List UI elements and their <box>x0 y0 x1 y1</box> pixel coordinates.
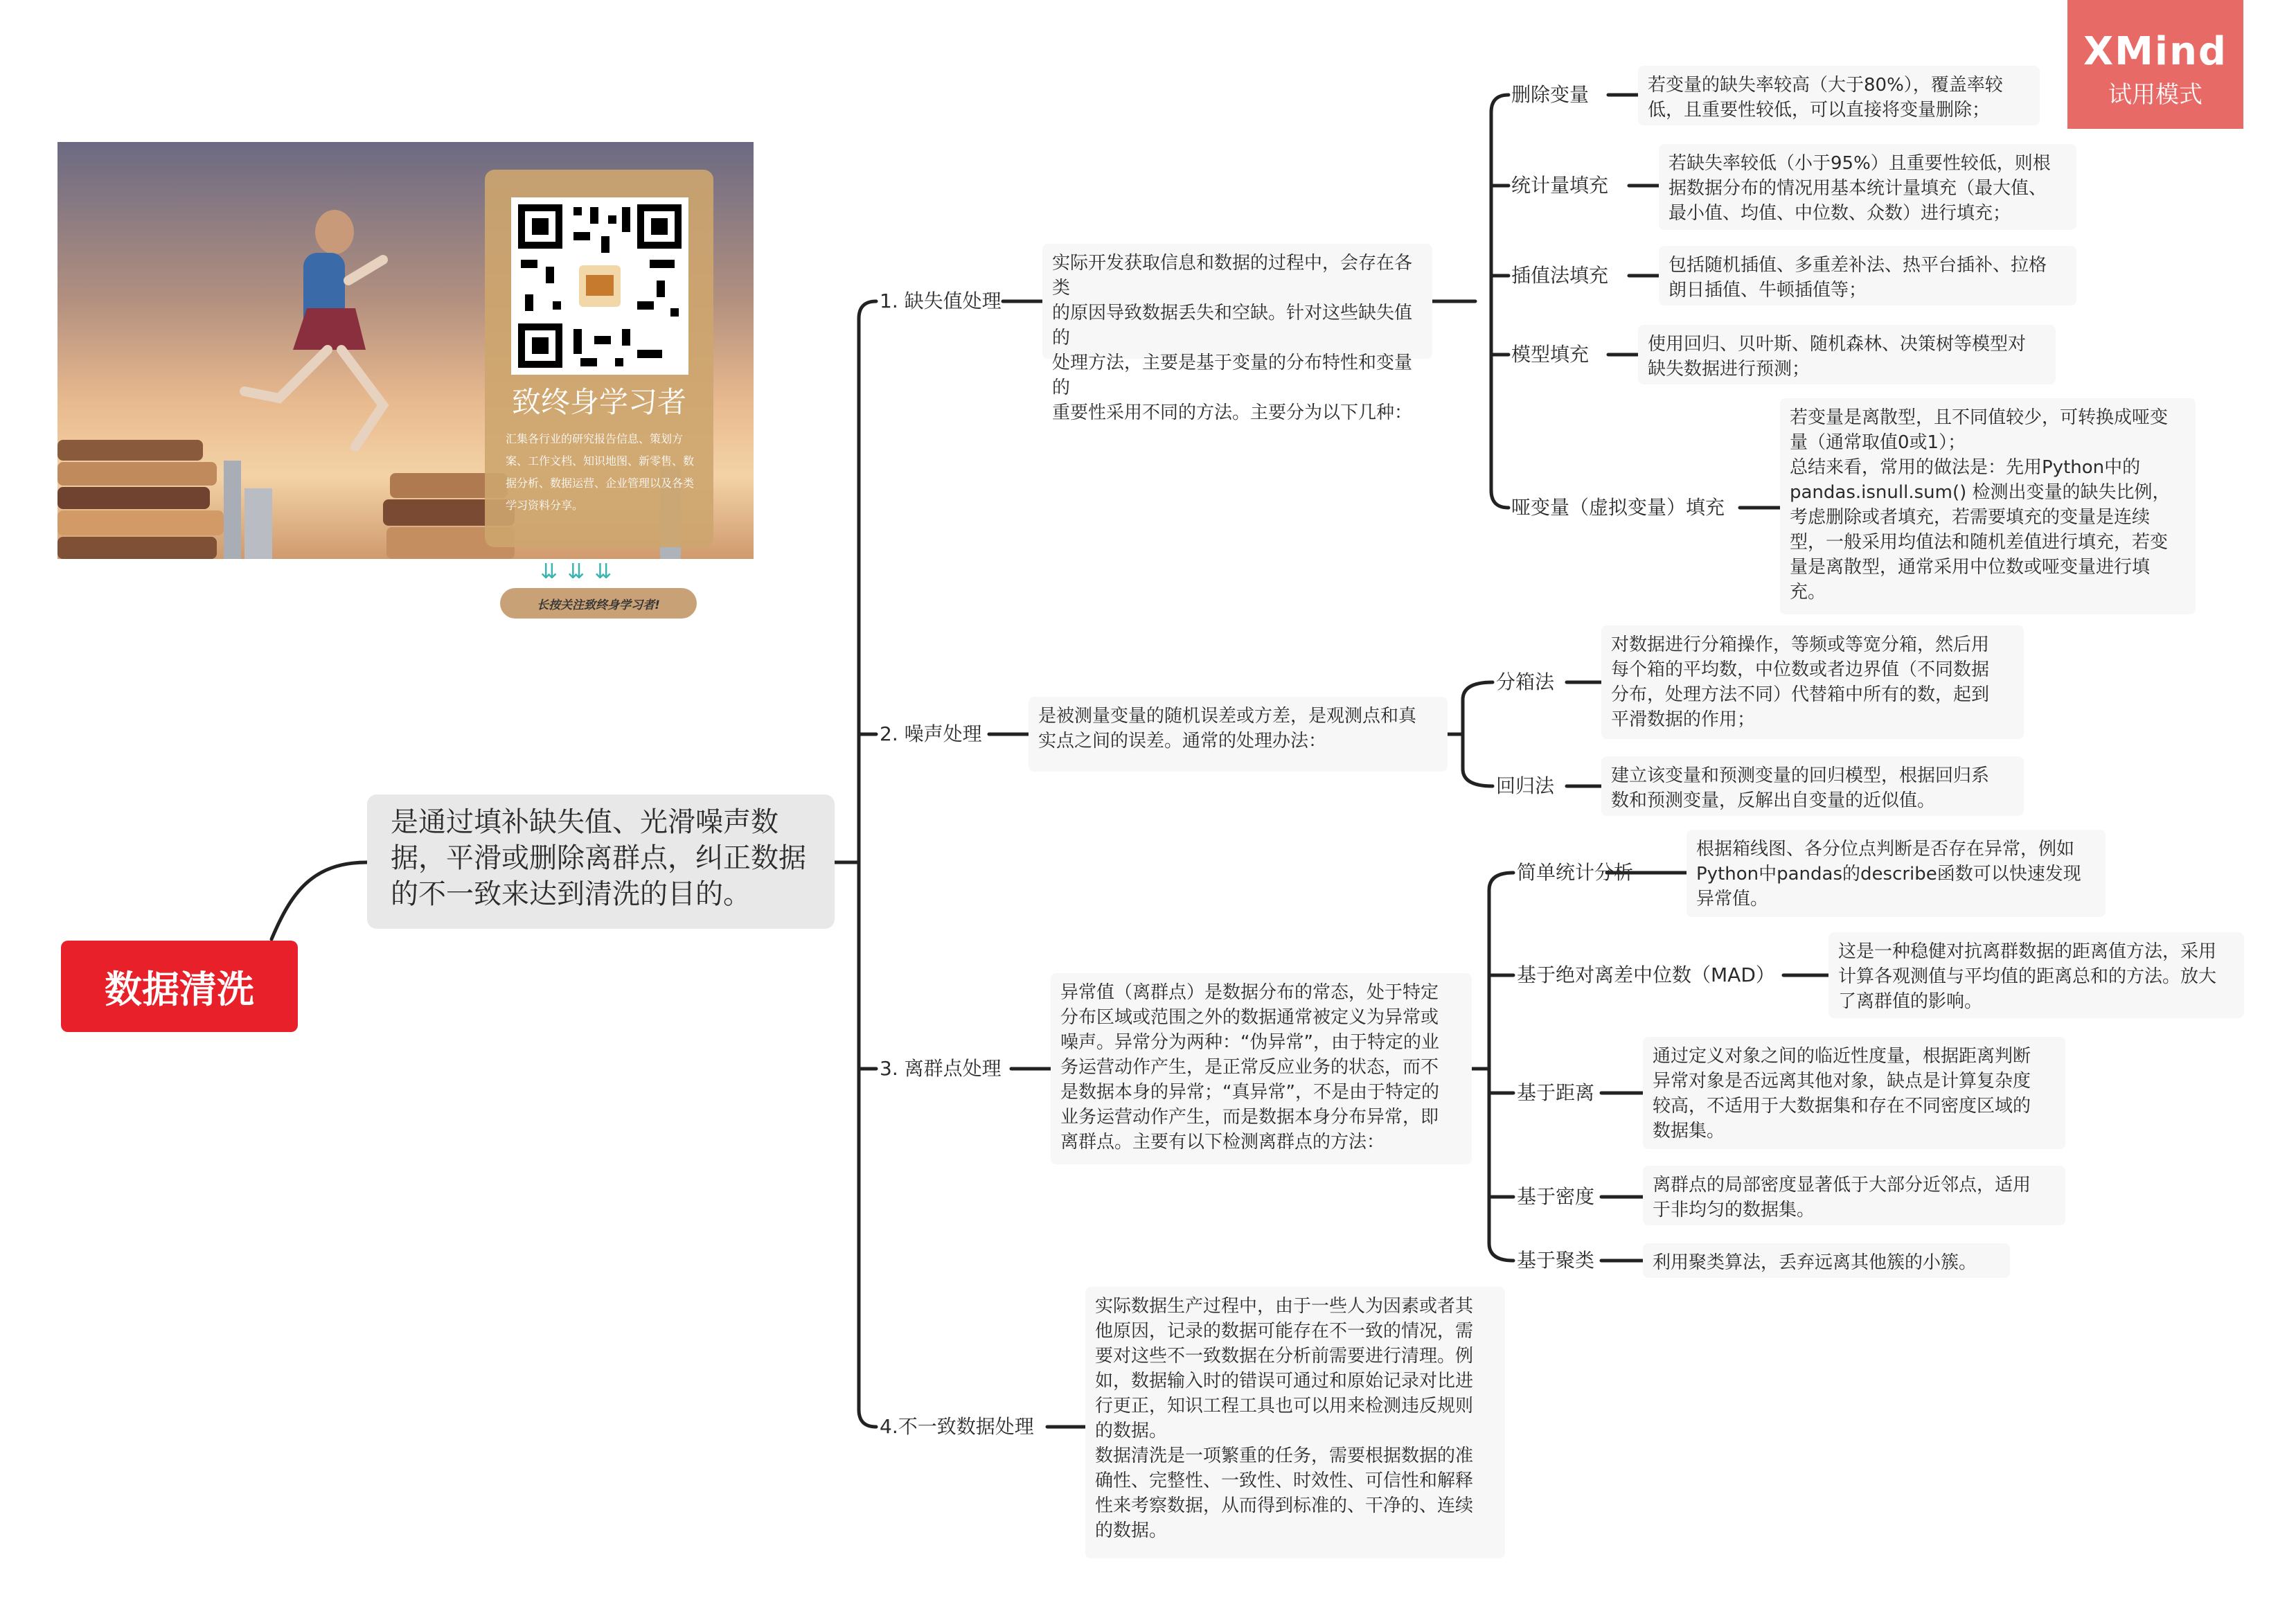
b3-child-5-label[interactable]: 基于聚类 <box>1517 1249 1595 1272</box>
b1-child-1-desc[interactable]: 若变量的缺失率较高（大于80%），覆盖率较 低，且重要性较低，可以直接将变量删除； <box>1638 66 2040 125</box>
b3-child-3-label[interactable]: 基于距离 <box>1517 1081 1595 1104</box>
b2-sub-trunk <box>1463 682 1493 786</box>
b1-sub-h <box>1491 186 1509 355</box>
b2-child-1-desc[interactable]: 对数据进行分箱操作，等频或等宽分箱，然后用 每个箱的平均数，中位数或者边界值（不同数据 分布，处理方法不同）代替箱中所有的数，起到 平滑数据的作用； <box>1601 625 2024 739</box>
b3-child-2-label[interactable]: 基于绝对离差中位数（MAD） <box>1517 963 1775 986</box>
b3-child-1-label[interactable]: 简单统计分析 <box>1517 861 1634 884</box>
branch-4-label[interactable]: 4.不一致数据处理 <box>880 1415 1034 1438</box>
qr-code[interactable] <box>511 197 688 375</box>
definition-node[interactable]: 是通过填补缺失值、光滑噪声数 据，平滑或删除离群点，纠正数据 的不一致来达到清洗的目的。 <box>367 794 835 929</box>
follow-button[interactable]: 长按关注致终身学习者! <box>500 588 697 619</box>
scroll-down-arrows-icon: ⇊⇊⇊ <box>540 560 622 584</box>
b1-child-5-desc[interactable]: 若变量是离散型，且不同值较少，可转换成哑变 量（通常取值0或1）； 总结来看，常用的做法是：先用Python中的 pandas.isnull.sum() 检测出变量的缺失比例， 考虑删除或者填充，若需要填充的变量是连续 型，一般采用均值法和随机差值进行填充，若变 量是离散型，通常采用中位数或哑变量进行填 充。 <box>1780 398 2196 614</box>
branch-2-label[interactable]: 2. 噪声处理 <box>880 722 982 745</box>
b3-child-3-desc[interactable]: 通过定义对象之间的临近性度量，根据距离判断 异常对象是否远离其他对象，缺点是计算复杂度 较高，不适用于大数据集和存在不同密度区域的 数据集。 <box>1643 1037 2065 1149</box>
central-topic[interactable]: 数据清洗 <box>61 941 298 1032</box>
trunk-line <box>859 301 876 1427</box>
b1-child-3-label[interactable]: 插值法填充 <box>1511 264 1609 287</box>
branch-4-desc[interactable]: 实际数据生产过程中，由于一些人为因素或者其 他原因，记录的数据可能存在不一致的情况，需 要对这些不一致数据在分析前需要进行清理。例 如，数据输入时的错误可通过和原始记录对比进 行更正，知识工程工具也可以用来检测违反规则 的数据。 数据清洗是一项繁重的任务，需要根据数据的准 确性、完整性、一致性、时效性、可信性和解释 性来考察数据，从而得到标准的、干净的、连续 的数据。 <box>1085 1287 1505 1558</box>
b3-child-1-desc[interactable]: 根据箱线图、各分位点判断是否存在异常，例如 Python中pandas的describe函数可以快速发现 异常值。 <box>1687 830 2106 917</box>
b1-child-4-desc[interactable]: 使用回归、贝叶斯、随机森林、决策树等模型对 缺失数据进行预测； <box>1638 325 2056 384</box>
b1-child-2-desc[interactable]: 若缺失率较低（小于95%）且重要性较低，则根 据数据分布的情况用基本统计量填充（最大值、 最小值、均值、中位数、众数）进行填充； <box>1659 144 2076 230</box>
b1-child-3-desc[interactable]: 包括随机插值、多重差补法、热平台插补、拉格 朗日插值、牛顿插值等； <box>1659 246 2076 305</box>
root-to-definition-line <box>272 862 367 939</box>
b1-child-4-label[interactable]: 模型填充 <box>1511 343 1590 366</box>
b3-child-4-desc[interactable]: 离群点的局部密度显著低于大部分近邻点，适用 于非均匀的数据集。 <box>1643 1166 2065 1225</box>
b3-sub-trunk <box>1489 873 1513 1261</box>
xmind-brand: XMind <box>2083 29 2228 74</box>
b1-sub-trunk <box>1491 95 1509 508</box>
b1-child-1-label[interactable]: 删除变量 <box>1511 83 1590 106</box>
b2-child-1-label[interactable]: 分箱法 <box>1496 670 1555 693</box>
b2-child-2-label[interactable]: 回归法 <box>1496 774 1555 797</box>
b3-child-4-label[interactable]: 基于密度 <box>1517 1185 1595 1208</box>
b1-child-2-label[interactable]: 统计量填充 <box>1511 174 1609 197</box>
b3-child-5-desc[interactable]: 利用聚类算法，丢弃远离其他簇的小簇。 <box>1643 1243 2010 1278</box>
b2-child-2-desc[interactable]: 建立该变量和预测变量的回归模型，根据回归系 数和预测变量，反解出自变量的近似值。 <box>1601 756 2024 816</box>
branch-3-desc[interactable]: 异常值（离群点）是数据分布的常态，处于特定 分布区域或范围之外的数据通常被定义为异常或 噪声。异常分为两种：“伪异常”，由于特定的业 务运营动作产生，是正常反应业务的状态，而不 是数据本身的异常；“真异常”，不是由于特定的 业务运营动作产生，而是数据本身分布异常，即 离群点。主要有以下检测离群点的方法： <box>1051 973 1472 1164</box>
xmind-trial-badge[interactable] <box>2067 0 2243 129</box>
branch-1-desc[interactable]: 实际开发获取信息和数据的过程中，会存在各类 的原因导致数据丢失和空缺。针对这些缺失值的 处理方法，主要是基于变量的分布特性和变量的 重要性采用不同的方法。主要分为以下几种： <box>1042 244 1432 359</box>
xmind-mode: 试用模式 <box>2108 81 2202 109</box>
b2-sub-desc-links <box>1567 682 1601 786</box>
qr-code-icon <box>511 197 688 375</box>
branch-3-label[interactable]: 3. 离群点处理 <box>880 1057 1002 1080</box>
promo-description: 汇集各行业的研究报告信息、策划方案、工作文档、知识地图、新零售、数据分析、数据运营、企业管理以及各类学习资料分享。 <box>506 432 695 512</box>
promo-title: 致终身学习者 <box>511 385 686 419</box>
branch-2-desc[interactable]: 是被测量变量的随机误差或方差，是观测点和真 实点之间的误差。通常的处理办法： <box>1029 697 1448 772</box>
b3-child-2-desc[interactable]: 这是一种稳健对抗离群数据的距离值方法，采用 计算各观测值与平均值的距离总和的方法。放大 了离群值的影响。 <box>1828 932 2244 1018</box>
branch-1-label[interactable]: 1. 缺失值处理 <box>880 290 1002 312</box>
b3-sub-h <box>1489 975 1513 1197</box>
b1-child-5-label[interactable]: 哑变量（虚拟变量）填充 <box>1511 496 1725 519</box>
